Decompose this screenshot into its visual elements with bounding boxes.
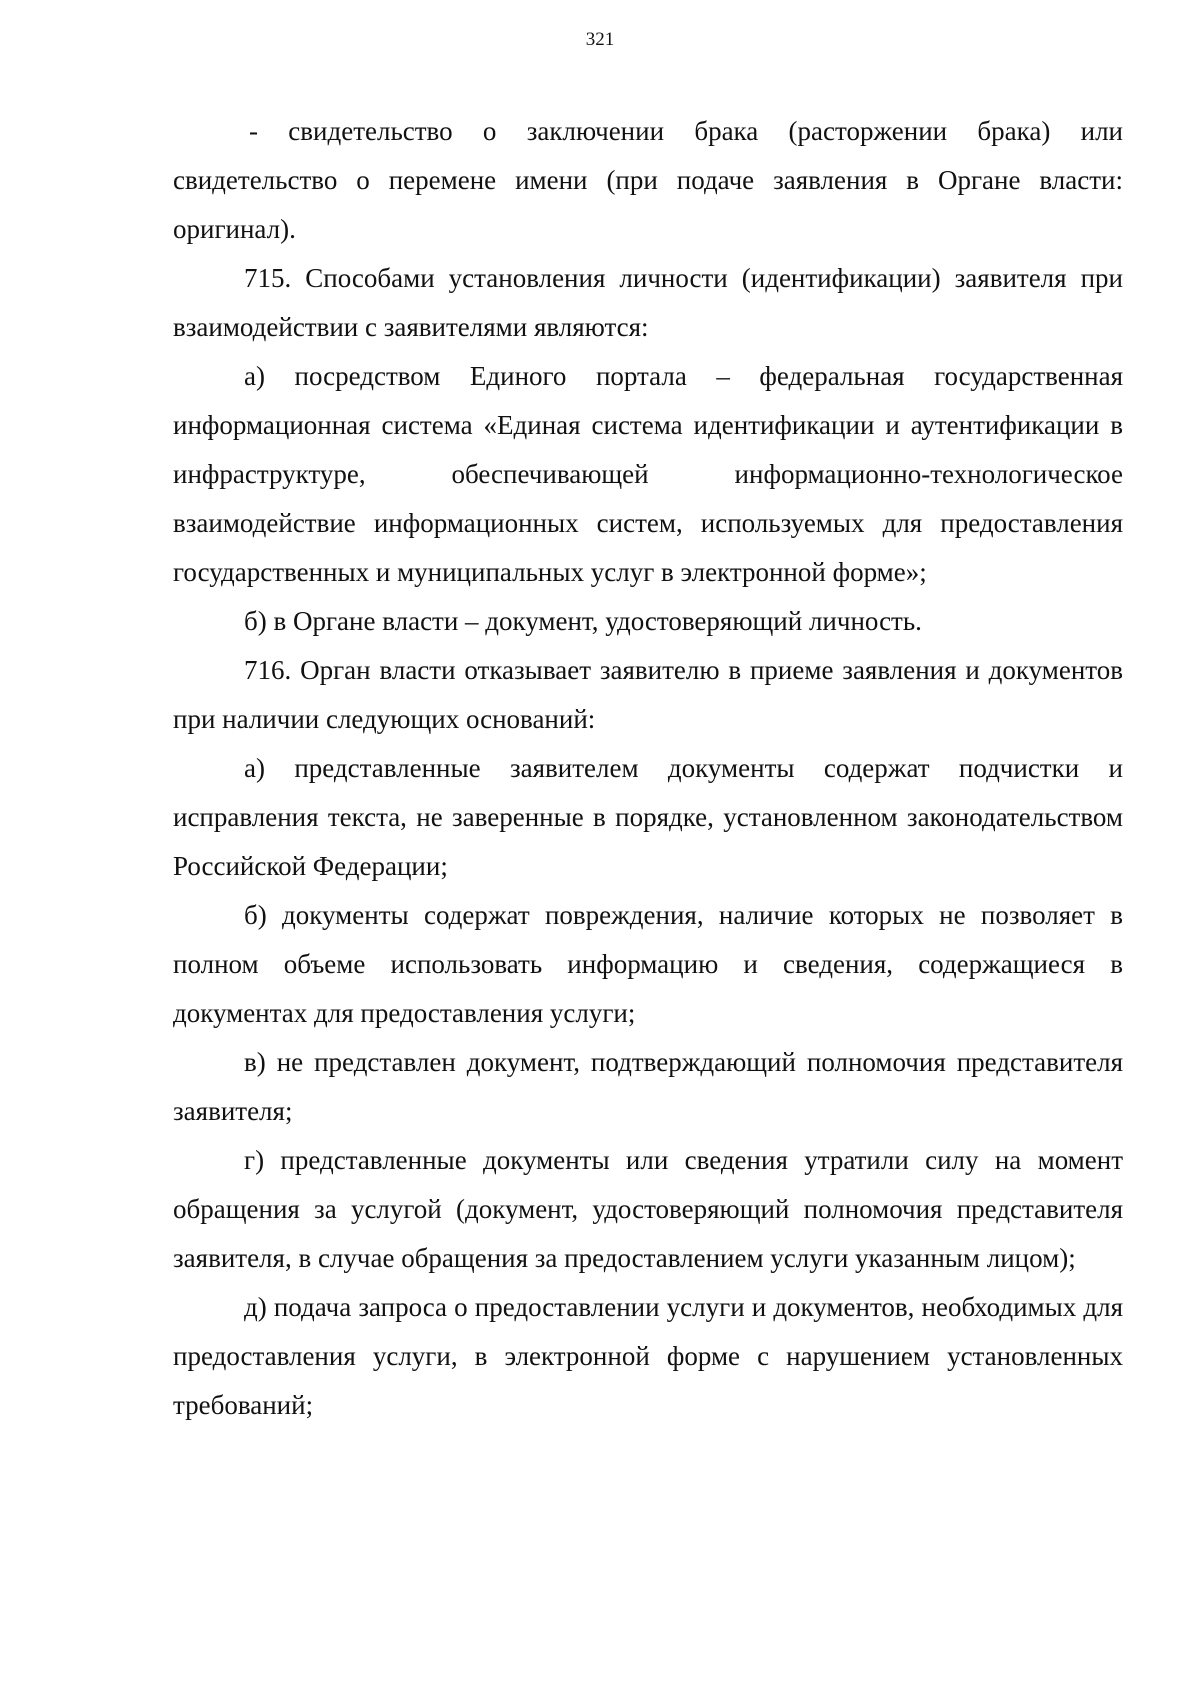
paragraph-716-a: а) представленные заявителем документы содержат подчистки и исправления текста, не заверенные в порядке, установленном законодательством Российской Федерации; bbox=[173, 753, 1123, 881]
paragraph-716-v: в) не представлен документ, подтверждающий полномочия представителя заявителя; bbox=[173, 1047, 1123, 1126]
paragraph-716-b: б) документы содержат повреждения, наличие которых не позволяет в полном объеме использовать информацию и сведения, содержащиеся в документах для предоставления услуги; bbox=[173, 900, 1123, 1028]
paragraph-716-g: г) представленные документы или сведения утратили силу на момент обращения за услугой (документ, удостоверяющий полномочия представителя заявителя, в случае обращения за предоставлением услуги указанным лицом); bbox=[173, 1145, 1123, 1273]
paragraph-716-d: д) подача запроса о предоставлении услуги и документов, необходимых для предоставления услуги, в электронной форме с нарушением установленных требований; bbox=[173, 1292, 1123, 1420]
page-number: 321 bbox=[585, 29, 615, 50]
paragraph-715-a: а) посредством Единого портала – федеральная государственная информационная система «Единая система идентификации и аутентификации в инфраструктуре, обеспечивающей информационно-технологическое взаимодействие информационных систем, используемых для предоставления государственных и муниципальных услуг в электронной форме»; bbox=[173, 361, 1123, 587]
paragraph-715-b: б) в Органе власти – документ, удостоверяющий личность. bbox=[244, 606, 922, 636]
paragraph-marriage-certificate: - свидетельство о заключении брака (расторжении брака) или свидетельство о перемене имени (при подаче заявления в Органе власти: оригинал). bbox=[173, 116, 1123, 244]
document-body bbox=[173, 107, 1123, 1430]
paragraph-716: 716. Орган власти отказывает заявителю в приеме заявления и документов при наличии следующих оснований: bbox=[173, 655, 1123, 734]
paragraph-715: 715. Способами установления личности (идентификации) заявителя при взаимодействии с заявителями являются: bbox=[173, 263, 1123, 342]
